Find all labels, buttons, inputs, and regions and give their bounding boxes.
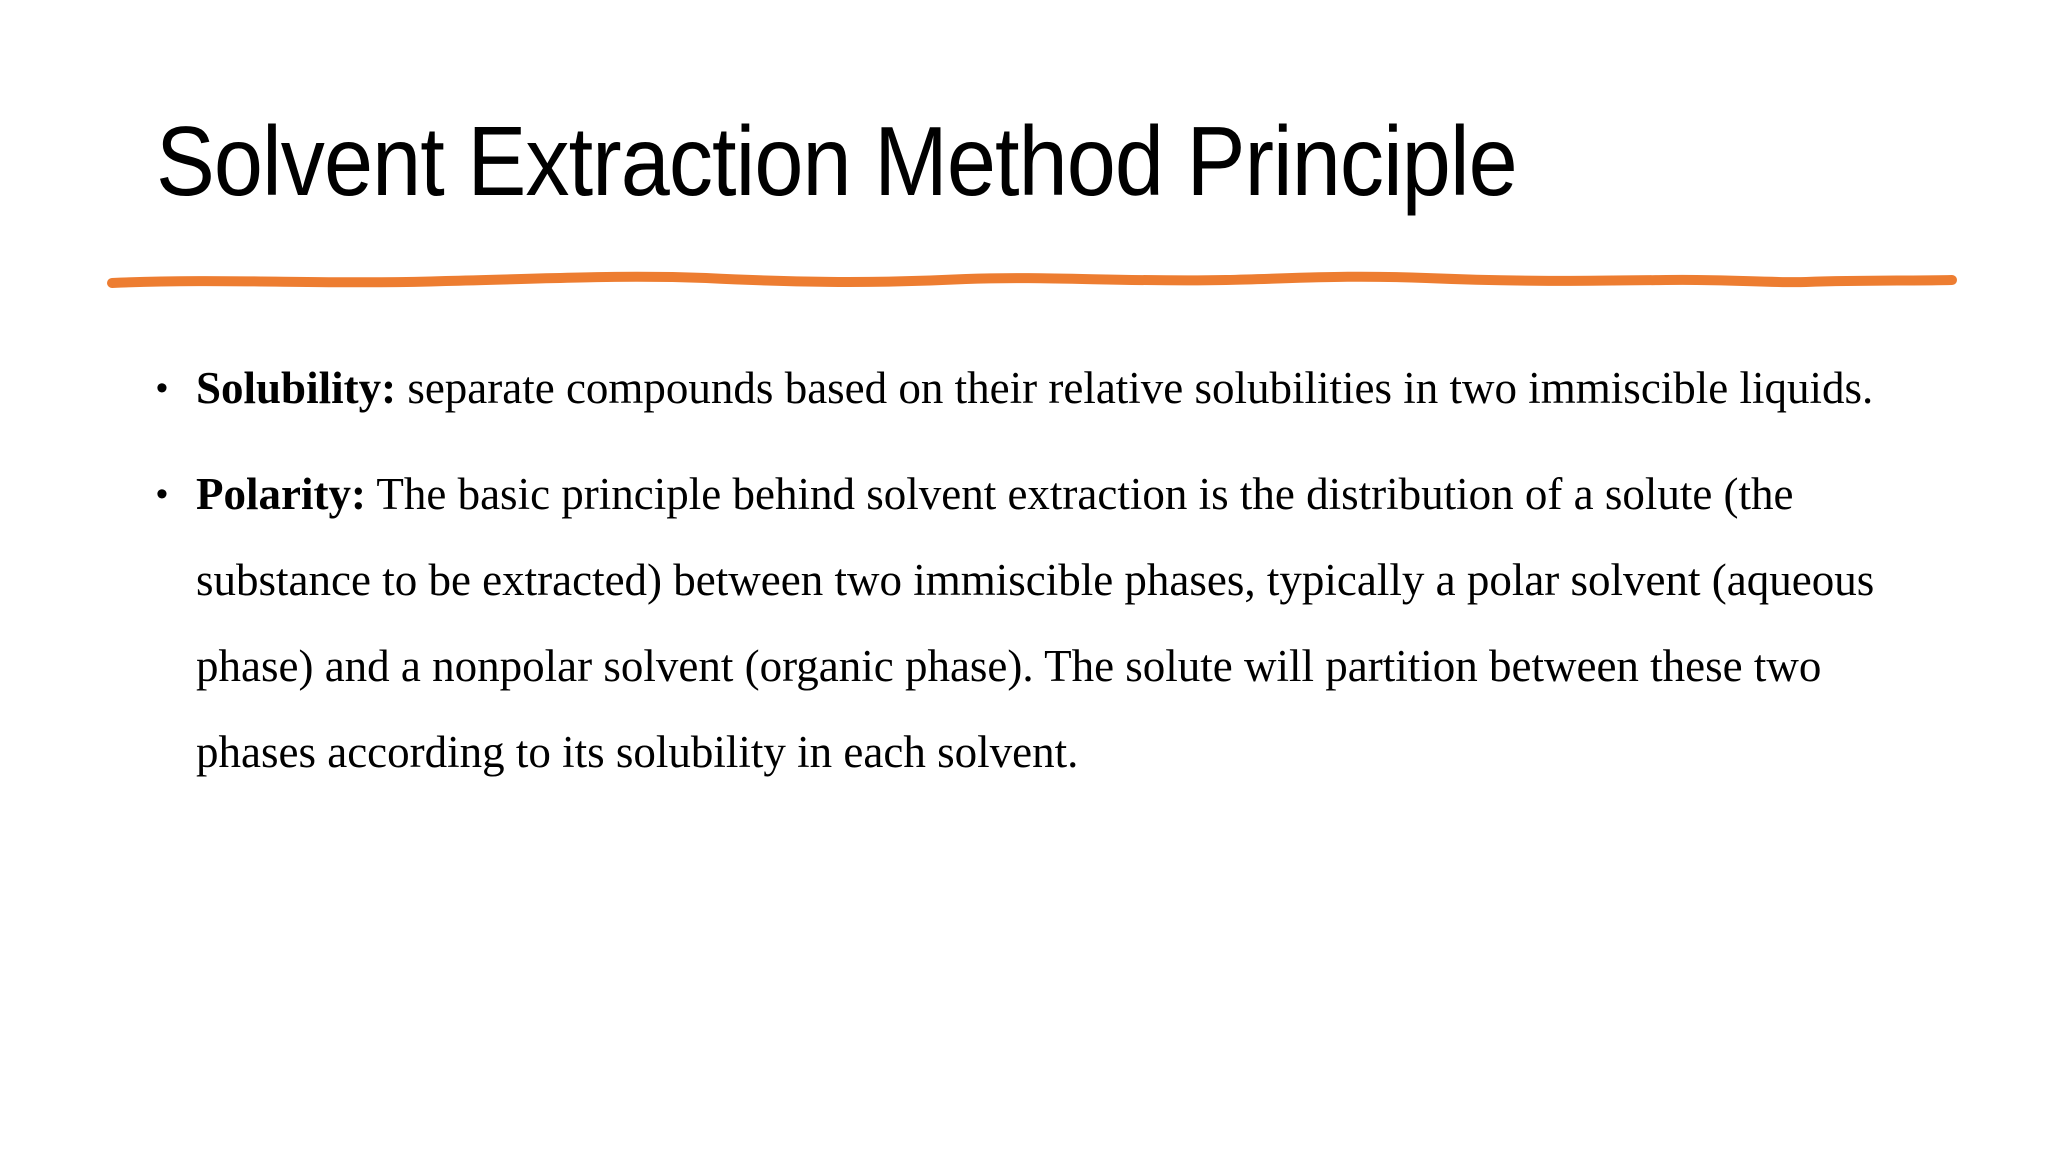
bullet-polarity: [156, 451, 1916, 795]
bullet-text: The basic principle behind solvent extraction is the distribution of a solute (the substance to be extracted) between two immiscible phases, typically a polar solvent (aqueous phase) and a nonpolar solvent (organic phase). The solute will partition between these two phases according to its solubility in each solvent.: [196, 469, 1875, 777]
slide-title: Solvent Extraction Method Principle: [156, 106, 1517, 216]
bullet-text: separate compounds based on their relative solubilities in two immiscible liquids.: [396, 363, 1874, 413]
bullet-solubility: [156, 345, 1916, 431]
bullet-dot-icon: •: [156, 475, 168, 513]
bullet-dot-icon: •: [156, 369, 168, 407]
brush-stroke: [112, 277, 1952, 283]
bullet-term: Polarity:: [196, 469, 366, 519]
bullet-term: Solubility:: [196, 363, 397, 413]
title-underline: [106, 266, 1958, 296]
bullet-list: [156, 345, 1916, 815]
